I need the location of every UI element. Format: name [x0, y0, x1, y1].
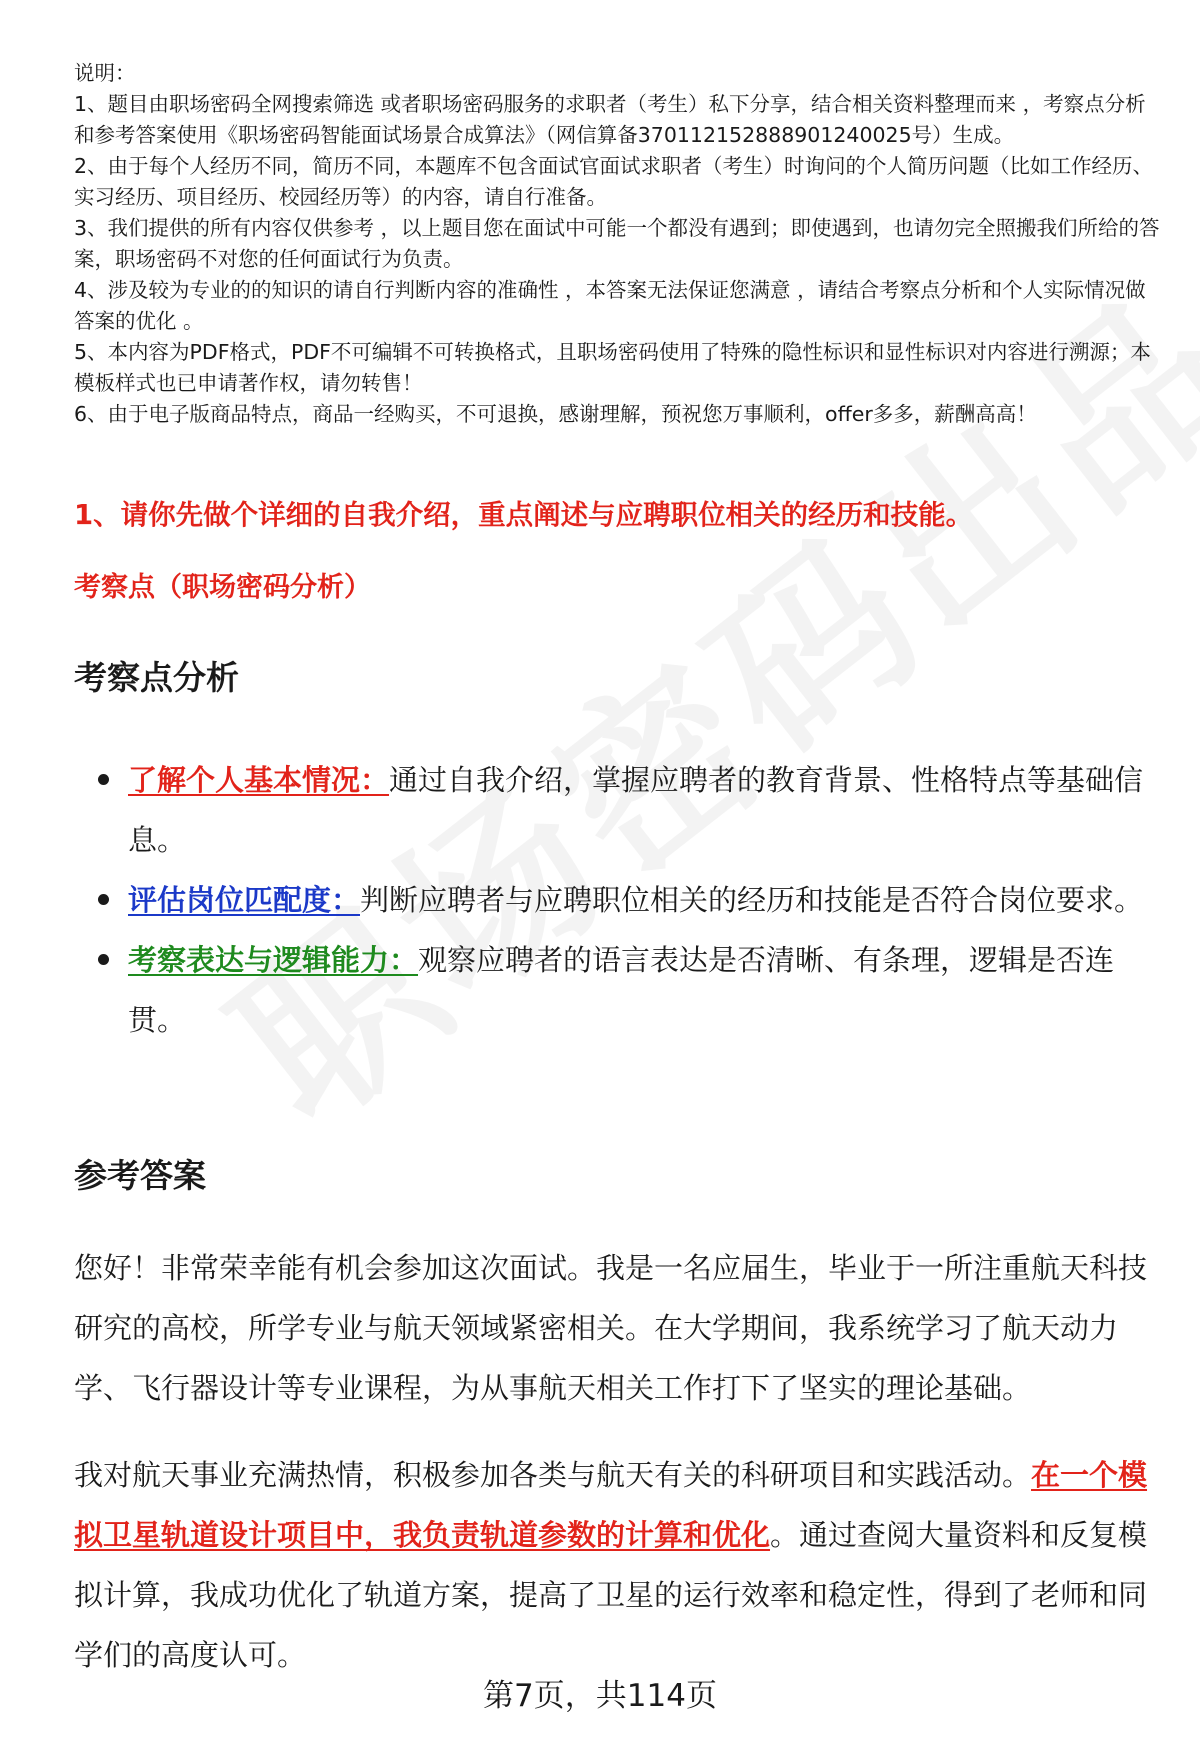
note-item-1: 1、题目由职场密码全网搜索筛选 或者职场密码服务的求职者（考生）私下分享，结合相关资料整理而来 ，考察点分析和参考答案使用《职场密码智能面试场景合成算法》（网信算备370112152888901240025号）生成。	[74, 92, 1146, 147]
page-number: 第7页，共114页	[483, 1678, 717, 1714]
answer-p2-intro: 我对航天事业充满热情，积极参加各类与航天有关的科研项目和实践活动。	[74, 1458, 1032, 1492]
bullet-key-1: 了解个人基本情况：	[128, 763, 390, 797]
note-item-5: 5、本内容为PDF格式，PDF不可编辑不可转换格式，且职场密码使用了特殊的隐性标识和显性标识对内容进行溯源；本模板样式也已申请著作权，请勿转售！	[74, 340, 1151, 395]
bullet-text-1: 通过自我介绍，掌握应聘者的教育背景、性格特点等基础信息。	[128, 763, 1144, 857]
answer-p2-rest: 。通过查阅大量资料和反复模拟计算，我成功优化了轨道方案，提高了卫星的运行效率和稳定性，得到了老师和同学们的高度认可。	[74, 1518, 1148, 1672]
answer-paragraph-1: 您好！非常荣幸能有机会参加这次面试。我是一名应届生，毕业于一所注重航天科技研究的高校，所学专业与航天领域紧密相关。在大学期间，我系统学习了航天动力学、飞行器设计等专业课程，为从事航天相关工作打下了坚实的理论基础。	[74, 1251, 1148, 1405]
question-subtitle: 考察点（职场密码分析）	[74, 572, 371, 603]
answer-p2-highlight: 在一个模拟卫星轨道设计项目中，我负责轨道参数的计算和优化	[74, 1458, 1148, 1552]
analysis-bullet-3	[128, 930, 1148, 1050]
answer-paragraph-2	[74, 1445, 1150, 1685]
bullet-text-3: 观察应聘者的语言表达是否清晰、有条理，逻辑是否连贯。	[128, 943, 1115, 1037]
bullet-key-3: 考察表达与逻辑能力：	[128, 943, 419, 977]
analysis-heading: 考察点分析	[74, 658, 239, 697]
note-item-4: 4、涉及较为专业的的知识的请自行判断内容的准确性 ，本答案无法保证您满意 ，请结合考察点分析和个人实际情况做答案的优化 。	[74, 278, 1146, 333]
analysis-bullet-list	[128, 750, 1148, 1050]
note-item-6: 6、由于电子版商品特点，商品一经购买，不可退换，感谢理解，预祝您万事顺利，offer多多，薪酬高高！	[74, 402, 1037, 426]
bullet-dot-icon	[98, 894, 109, 905]
bullet-key-2: 评估岗位匹配度：	[128, 883, 361, 917]
analysis-bullet-1	[128, 750, 1148, 870]
note-item-3: 3、我们提供的所有内容仅供参考 ，以上题目您在面试中可能一个都没有遇到；即使遇到，也请勿完全照搬我们所给的答案，职场密码不对您的任何面试行为负责。	[74, 216, 1160, 271]
bullet-text-2: 判断应聘者与应聘职位相关的经历和技能是否符合岗位要求。	[360, 883, 1144, 917]
analysis-bullet-2	[128, 870, 1148, 930]
note-item-2: 2、由于每个人经历不同，简历不同，本题库不包含面试官面试求职者（考生）时询问的个人简历问题（比如工作经历、实习经历、项目经历、校园经历等）的内容，请自行准备。	[74, 154, 1154, 209]
answer-heading: 参考答案	[74, 1156, 206, 1195]
notes-section	[74, 58, 1164, 430]
question-title: 1、请你先做个详细的自我介绍，重点阐述与应聘职位相关的经历和技能。	[74, 499, 974, 531]
notes-title: 说明：	[74, 61, 136, 85]
bullet-dot-icon	[98, 774, 109, 785]
bullet-dot-icon	[98, 954, 109, 965]
